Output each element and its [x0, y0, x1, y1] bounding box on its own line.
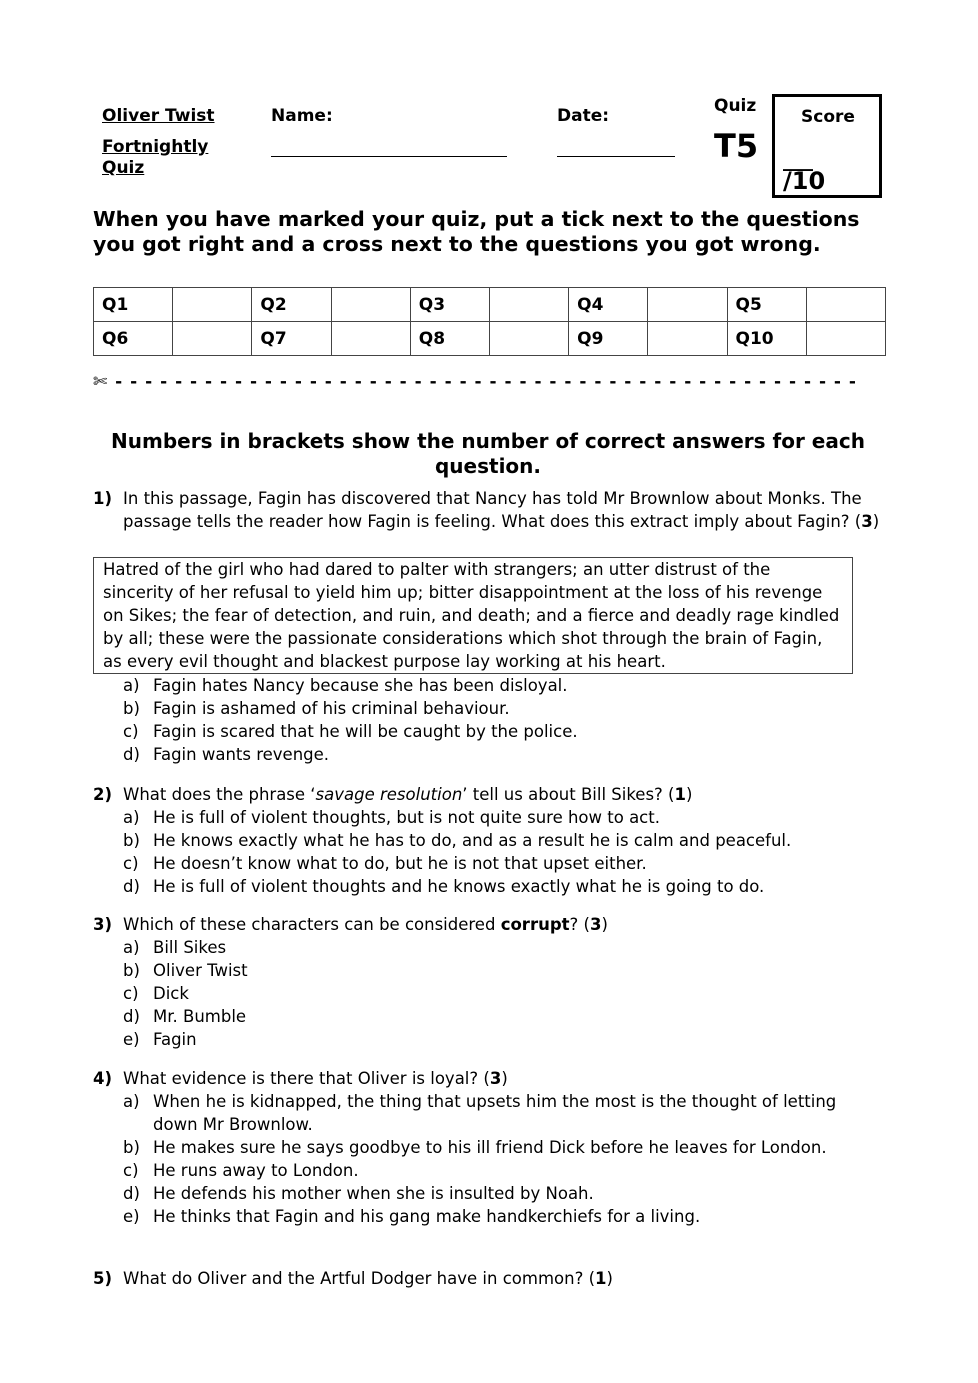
question-text: [123, 1267, 883, 1290]
score-box: [772, 94, 882, 198]
option[interactable]: [123, 674, 883, 697]
option[interactable]: [123, 852, 883, 875]
grid-cell-q10[interactable]: [806, 322, 885, 356]
option-letter: d): [123, 877, 140, 896]
key-word: corrupt: [500, 915, 570, 934]
question-3: [93, 913, 883, 1051]
question-prompt: Which of these characters can be considered: [123, 915, 501, 934]
grid-label-q6: Q6: [94, 322, 173, 356]
option-text: Fagin hates Nancy because she has been disloyal.: [153, 676, 568, 695]
cut-dashes: - - - - - - - - - - - - - - - - - - - - - - - - - - - - - - - - - - - - - - - - - - - - - - - - - -: [115, 372, 857, 392]
option-letter: e): [123, 1207, 140, 1226]
date-label: Date:: [557, 106, 610, 126]
question-close: ): [501, 1069, 508, 1088]
option[interactable]: [123, 829, 883, 852]
option-text: Fagin: [153, 1030, 197, 1049]
grid-row: [94, 322, 886, 356]
cut-line: [93, 370, 883, 395]
option-text: He defends his mother when she is insulted by Noah.: [153, 1184, 594, 1203]
name-label: Name:: [271, 106, 333, 126]
question-number: 4): [93, 1069, 113, 1088]
question-number: 2): [93, 785, 113, 804]
question-prompt: What do Oliver and the Artful Dodger have in common? (: [123, 1269, 596, 1288]
option-letter: a): [123, 1092, 140, 1111]
question-text: [123, 783, 883, 806]
option-letter: c): [123, 854, 139, 873]
grid-label-q8: Q8: [410, 322, 489, 356]
option-letter: b): [123, 961, 140, 980]
option-text: He runs away to London.: [153, 1161, 359, 1180]
question-prompt-end: ? (: [569, 915, 590, 934]
option-letter: d): [123, 1184, 140, 1203]
question-5: [93, 1267, 883, 1290]
question-1: [93, 487, 883, 533]
option-text: He is full of violent thoughts, but is not quite sure how to act.: [153, 808, 660, 827]
quiz-label: Quiz: [714, 96, 757, 116]
question-prompt: What evidence is there that Oliver is loyal? (: [123, 1069, 490, 1088]
question-2: [93, 783, 883, 898]
grid-label-q9: Q9: [569, 322, 648, 356]
question-text: [123, 1067, 883, 1090]
option-text: Fagin is ashamed of his criminal behaviour.: [153, 699, 510, 718]
option-letter: c): [123, 722, 139, 741]
question-close: ): [601, 915, 608, 934]
quiz-code: T5: [714, 127, 759, 165]
scissors-icon: ✄: [93, 372, 109, 392]
name-field[interactable]: [271, 140, 507, 157]
grid-cell-q3[interactable]: [489, 288, 568, 322]
option-text: He thinks that Fagin and his gang make handkerchiefs for a living.: [153, 1207, 701, 1226]
question-prompt-end: ’ tell us about Bill Sikes? (: [462, 785, 675, 804]
answer-count: 1: [595, 1269, 607, 1288]
grid-cell-q4[interactable]: [648, 288, 727, 322]
question-number: 3): [93, 915, 113, 934]
grid-label-q10: Q10: [727, 322, 806, 356]
grid-label-q5: Q5: [727, 288, 806, 322]
answer-count: 3: [589, 915, 602, 934]
option-text: Fagin is scared that he will be caught by the police.: [153, 722, 578, 741]
grid-label-q1: Q1: [94, 288, 173, 322]
option-letter: d): [123, 745, 140, 764]
question-4: [93, 1067, 883, 1228]
question-close: ): [685, 785, 693, 804]
option-text: Mr. Bumble: [153, 1007, 247, 1026]
question-text: [123, 913, 883, 936]
grid-label-q3: Q3: [410, 288, 489, 322]
score-blank[interactable]: ___: [783, 147, 813, 171]
option[interactable]: [123, 697, 883, 720]
option[interactable]: [123, 1182, 883, 1205]
option[interactable]: [123, 1136, 883, 1159]
question-prompt: What does the phrase ‘: [123, 785, 316, 804]
option-text: When he is kidnapped, the thing that upsets him the most is the thought of letting down Mr Brownlow.: [153, 1092, 837, 1134]
question-number: 5): [93, 1269, 113, 1288]
marking-instructions: When you have marked your quiz, put a tick next to the questions you got right and a cross next to the questions you got wrong.: [93, 207, 860, 256]
option[interactable]: [123, 982, 883, 1005]
option[interactable]: [123, 959, 883, 982]
option-letter: d): [123, 1007, 140, 1026]
question-number: 1): [93, 489, 113, 508]
quiz-title-line1: Oliver Twist: [102, 106, 215, 126]
option[interactable]: [123, 743, 883, 766]
option[interactable]: [123, 1005, 883, 1028]
option[interactable]: [123, 720, 883, 743]
option[interactable]: [123, 1205, 883, 1228]
subheading: Numbers in brackets show the number of correct answers for each question.: [111, 429, 865, 478]
option-letter: b): [123, 699, 140, 718]
grid-cell-q5[interactable]: [806, 288, 885, 322]
extract-passage: Hatred of the girl who had dared to palter with strangers; an utter distrust of the sincerity of her refusal to yield him up; bitter disappointment at the loss of his revenge on Sikes; the fear of detection, and ruin, and death; and a fierce and deadly rage kindled by all; these were the passionate considerations which shot through the brain of Fagin, as every evil thought and blackest purpose lay working at his heart.: [93, 557, 853, 674]
grid-label-q4: Q4: [569, 288, 648, 322]
option-letter: b): [123, 1138, 140, 1157]
option-text: He makes sure he says goodbye to his ill friend Dick before he leaves for London.: [153, 1138, 827, 1157]
grid-cell-q1[interactable]: [173, 288, 252, 322]
grid-cell-q6[interactable]: [173, 322, 252, 356]
grid-label-q7: Q7: [252, 322, 331, 356]
marking-grid: [93, 287, 886, 356]
answer-count: 3: [489, 1069, 502, 1088]
grid-cell-q2[interactable]: [331, 288, 410, 322]
option-letter: e): [123, 1030, 140, 1049]
option[interactable]: [123, 806, 883, 829]
option-letter: a): [123, 808, 140, 827]
question-close: ): [872, 512, 880, 531]
question-text: [123, 487, 883, 533]
question-close: ): [606, 1269, 613, 1288]
question-1-options: [93, 674, 883, 766]
grid-cell-q7[interactable]: [331, 322, 410, 356]
option-text: Bill Sikes: [153, 938, 227, 957]
quiz-title-line2: Fortnightly Quiz: [102, 137, 209, 178]
grid-row: [94, 288, 886, 322]
score-label: Score: [801, 107, 855, 127]
option[interactable]: [123, 875, 883, 898]
answer-count: 1: [674, 785, 686, 804]
grid-cell-q8[interactable]: [489, 322, 568, 356]
score-total: /10: [783, 167, 826, 195]
option-text: Fagin wants revenge.: [153, 745, 330, 764]
option-letter: b): [123, 831, 140, 850]
option-letter: c): [123, 984, 139, 1003]
option-text: He doesn’t know what to do, but he is not that upset either.: [153, 854, 647, 873]
option[interactable]: [123, 936, 883, 959]
option-text: Dick: [153, 984, 189, 1003]
question-prompt: In this passage, Fagin has discovered that Nancy has told Mr Brownlow about Monks. The passage tells the reader how Fagin is feeling. What does this extract imply about Fagin? (: [123, 489, 862, 531]
grid-label-q2: Q2: [252, 288, 331, 322]
option-text: He is full of violent thoughts and he knows exactly what he is going to do.: [153, 877, 765, 896]
option-letter: a): [123, 676, 140, 695]
quoted-phrase: savage resolution: [315, 785, 463, 804]
date-field[interactable]: [557, 140, 675, 157]
grid-cell-q9[interactable]: [648, 322, 727, 356]
option-text: Oliver Twist: [153, 961, 248, 980]
option-letter: c): [123, 1161, 139, 1180]
option[interactable]: [123, 1090, 883, 1136]
option-letter: a): [123, 938, 140, 957]
option-text: He knows exactly what he has to do, and as a result he is calm and peaceful.: [153, 831, 792, 850]
answer-count: 3: [861, 512, 873, 531]
option[interactable]: [123, 1028, 883, 1051]
option[interactable]: [123, 1159, 883, 1182]
